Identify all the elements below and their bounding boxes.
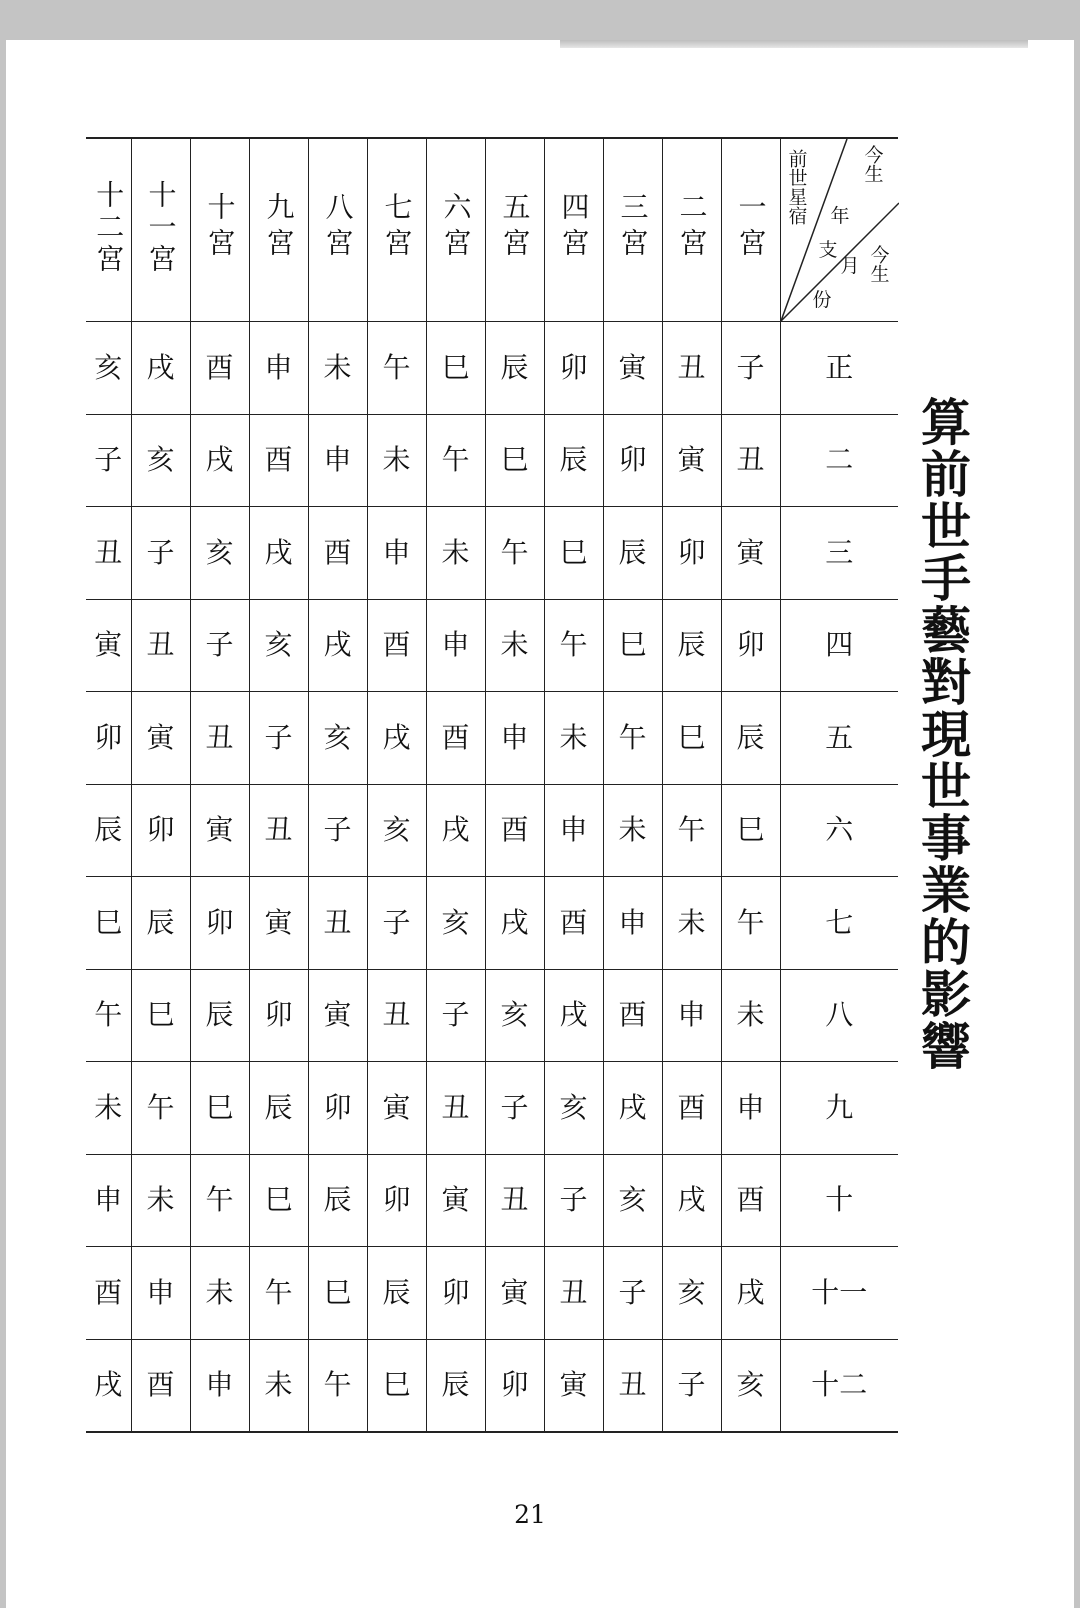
page-number: 21 [514,1500,546,1529]
table-row [86,599,898,692]
branch-cell: 卯 [86,692,131,785]
branch-cell: 丑 [131,599,190,692]
corner-label-this-life-right: 今生 [867,245,890,283]
corner-label-branch: 支 [818,239,838,261]
table-row [86,692,898,785]
branch-cell: 卯 [426,1247,485,1340]
table-row [86,1247,898,1340]
branch-cell: 未 [485,599,544,692]
branch-cell: 辰 [544,414,603,507]
branch-cell: 戌 [544,969,603,1062]
branch-cell: 辰 [426,1339,485,1432]
branch-cell: 未 [426,507,485,600]
branch-cell: 申 [485,692,544,785]
palace-header-label: 十宮 [203,191,237,264]
palace-header-label: 一宮 [734,191,768,264]
branch-cell: 寅 [544,1339,603,1432]
table-row [86,414,898,507]
branch-cell: 辰 [190,969,249,1062]
branch-cell: 子 [603,1247,662,1340]
branch-cell: 亥 [544,1062,603,1155]
branch-cell: 酉 [426,692,485,785]
palace-header [308,138,367,322]
table-row [86,784,898,877]
branch-cell: 酉 [485,784,544,877]
branch-cell: 申 [190,1339,249,1432]
table-row [86,507,898,600]
month-cell: 七 [780,877,898,970]
branch-cell: 丑 [249,784,308,877]
table-row [86,322,898,415]
branch-cell: 丑 [721,414,780,507]
branch-cell: 酉 [131,1339,190,1432]
branch-cell: 未 [367,414,426,507]
branch-cell: 戌 [603,1062,662,1155]
branch-cell: 午 [190,1154,249,1247]
branch-cell: 巳 [544,507,603,600]
branch-cell: 卯 [721,599,780,692]
branch-cell: 未 [131,1154,190,1247]
branch-cell: 子 [131,507,190,600]
branch-cell: 子 [485,1062,544,1155]
branch-cell: 子 [721,322,780,415]
month-cell: 十一 [780,1247,898,1340]
corner-label-this-life-top: 今生 [861,145,884,183]
branch-cell: 酉 [367,599,426,692]
branch-cell: 午 [86,969,131,1062]
palace-header [249,138,308,322]
palace-header-label: 四宮 [557,191,591,264]
branch-cell: 酉 [721,1154,780,1247]
branch-cell: 亥 [721,1339,780,1432]
branch-cell: 戌 [131,322,190,415]
palace-header-label: 六宮 [439,191,473,264]
branch-cell: 酉 [190,322,249,415]
branch-cell: 丑 [485,1154,544,1247]
branch-cell: 寅 [367,1062,426,1155]
palace-header-label: 十一宮 [144,179,178,276]
branch-cell: 午 [249,1247,308,1340]
branch-cell: 卯 [308,1062,367,1155]
branch-cell: 戌 [308,599,367,692]
header-row [86,138,898,322]
branch-cell: 巳 [131,969,190,1062]
branch-cell: 寅 [86,599,131,692]
month-cell: 三 [780,507,898,600]
palace-header [662,138,721,322]
branch-cell: 寅 [721,507,780,600]
branch-cell: 寅 [662,414,721,507]
branch-cell: 戌 [721,1247,780,1340]
branch-cell: 卯 [544,322,603,415]
branch-cell: 辰 [485,322,544,415]
branch-cell: 寅 [190,784,249,877]
branch-cell: 申 [86,1154,131,1247]
branch-cell: 亥 [308,692,367,785]
branch-cell: 亥 [190,507,249,600]
palace-header [86,138,131,322]
branch-cell: 子 [367,877,426,970]
branch-cell: 寅 [603,322,662,415]
branch-cell: 申 [308,414,367,507]
branch-cell: 子 [544,1154,603,1247]
palace-header-label: 三宮 [616,191,650,264]
branch-cell: 申 [367,507,426,600]
branch-cell: 戌 [190,414,249,507]
branch-cell: 寅 [249,877,308,970]
branch-cell: 亥 [426,877,485,970]
palace-header [131,138,190,322]
branch-cell: 辰 [249,1062,308,1155]
palace-header [485,138,544,322]
corner-label-past-star: 前世星宿 [785,149,808,225]
branch-cell: 未 [662,877,721,970]
branch-cell: 午 [131,1062,190,1155]
branch-cell: 子 [308,784,367,877]
branch-cell: 戌 [485,877,544,970]
branch-cell: 亥 [131,414,190,507]
branch-cell: 辰 [367,1247,426,1340]
branch-cell: 丑 [426,1062,485,1155]
page-title: 算前世手藝對現世事業的影響 [913,396,971,1072]
branch-cell: 辰 [86,784,131,877]
table-row [86,1339,898,1432]
branch-cell: 寅 [426,1154,485,1247]
branch-cell: 午 [308,1339,367,1432]
branch-cell: 未 [308,322,367,415]
branch-cell: 辰 [308,1154,367,1247]
branch-cell: 丑 [190,692,249,785]
branch-cell: 午 [662,784,721,877]
branch-cell: 申 [426,599,485,692]
branch-cell: 申 [603,877,662,970]
palace-header-label: 七宮 [380,191,414,264]
branch-cell: 酉 [86,1247,131,1340]
branch-cell: 酉 [308,507,367,600]
palace-header-label: 八宮 [321,191,355,264]
branch-cell: 巳 [662,692,721,785]
branch-cell: 未 [603,784,662,877]
palace-header-label: 二宮 [675,191,709,264]
branch-cell: 申 [662,969,721,1062]
branch-cell: 亥 [662,1247,721,1340]
branch-cell: 丑 [367,969,426,1062]
branch-cell: 酉 [603,969,662,1062]
branch-cell: 申 [249,322,308,415]
month-cell: 九 [780,1062,898,1155]
branch-cell: 午 [603,692,662,785]
palace-header [603,138,662,322]
branch-cell: 子 [662,1339,721,1432]
branch-cell: 子 [426,969,485,1062]
palace-header [544,138,603,322]
branch-cell: 子 [249,692,308,785]
branch-cell: 丑 [603,1339,662,1432]
branch-cell: 未 [249,1339,308,1432]
branch-cell: 巳 [485,414,544,507]
branch-cell: 巳 [190,1062,249,1155]
branch-cell: 丑 [308,877,367,970]
month-cell: 五 [780,692,898,785]
branch-cell: 戌 [86,1339,131,1432]
branch-cell: 卯 [190,877,249,970]
branch-cell: 酉 [544,877,603,970]
branch-cell: 巳 [86,877,131,970]
corner-label-portion: 份 [812,289,832,311]
table-row [86,969,898,1062]
palace-header [367,138,426,322]
branch-cell: 亥 [249,599,308,692]
table-row [86,877,898,970]
branch-cell: 戌 [426,784,485,877]
branch-cell: 酉 [249,414,308,507]
branch-cell: 寅 [131,692,190,785]
branch-cell: 午 [721,877,780,970]
branch-cell: 丑 [662,322,721,415]
corner-label-year: 年 [830,205,850,227]
corner-header [780,138,898,322]
branch-cell: 辰 [131,877,190,970]
palace-header [190,138,249,322]
month-cell: 十二 [780,1339,898,1432]
branch-cell: 亥 [367,784,426,877]
month-cell: 二 [780,414,898,507]
branch-cell: 巳 [249,1154,308,1247]
branch-cell: 巳 [308,1247,367,1340]
branch-cell: 亥 [86,322,131,415]
branch-cell: 丑 [544,1247,603,1340]
branch-cell: 酉 [662,1062,721,1155]
branch-cell: 辰 [603,507,662,600]
palace-header [721,138,780,322]
corner-label-month: 月 [840,255,860,277]
month-cell: 四 [780,599,898,692]
branch-cell: 午 [544,599,603,692]
branch-cell: 卯 [249,969,308,1062]
branch-cell: 卯 [662,507,721,600]
table-row [86,1062,898,1155]
month-cell: 八 [780,969,898,1062]
branch-cell: 子 [190,599,249,692]
branch-cell: 戌 [249,507,308,600]
branch-cell: 申 [544,784,603,877]
branch-cell: 未 [721,969,780,1062]
month-cell: 十 [780,1154,898,1247]
zodiac-table [86,137,898,1433]
branch-cell: 亥 [603,1154,662,1247]
branch-cell: 申 [131,1247,190,1340]
branch-cell: 巳 [603,599,662,692]
branch-cell: 巳 [367,1339,426,1432]
palace-header [426,138,485,322]
table-row [86,1154,898,1247]
branch-cell: 申 [721,1062,780,1155]
branch-cell: 午 [485,507,544,600]
branch-cell: 巳 [426,322,485,415]
branch-cell: 子 [86,414,131,507]
branch-cell: 寅 [308,969,367,1062]
month-cell: 正 [780,322,898,415]
month-cell: 六 [780,784,898,877]
branch-cell: 午 [426,414,485,507]
branch-cell: 未 [86,1062,131,1155]
branch-cell: 丑 [86,507,131,600]
branch-cell: 卯 [367,1154,426,1247]
palace-header-label: 五宮 [498,191,532,264]
branch-cell: 卯 [131,784,190,877]
branch-cell: 戌 [367,692,426,785]
branch-cell: 寅 [485,1247,544,1340]
palace-header-label: 十二宮 [92,179,126,276]
branch-cell: 未 [544,692,603,785]
branch-cell: 辰 [721,692,780,785]
branch-cell: 巳 [721,784,780,877]
branch-cell: 卯 [603,414,662,507]
branch-cell: 戌 [662,1154,721,1247]
palace-header-label: 九宮 [262,191,296,264]
branch-cell: 卯 [485,1339,544,1432]
branch-cell: 辰 [662,599,721,692]
branch-cell: 午 [367,322,426,415]
branch-cell: 亥 [485,969,544,1062]
paper-edge-shadow [560,40,1028,48]
branch-cell: 未 [190,1247,249,1340]
